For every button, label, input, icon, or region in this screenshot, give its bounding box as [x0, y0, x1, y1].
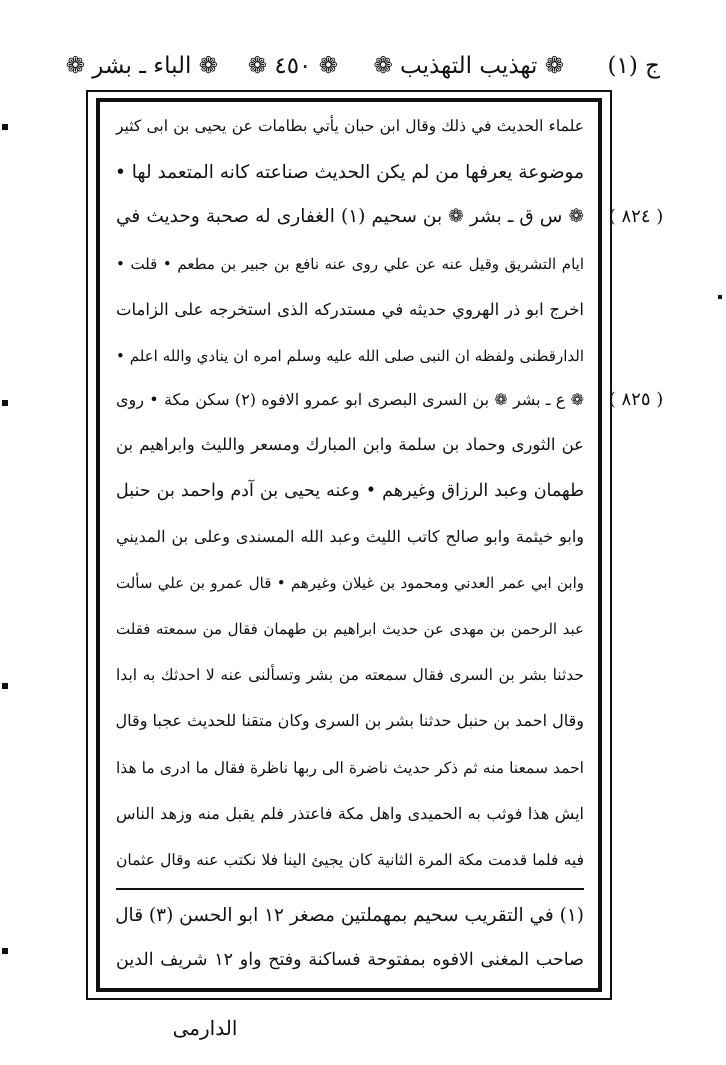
text-line: علماء الحديث في ذلك وقال ابن حبان يأتي بطامات عن يحيى بن ابى كثير: [116, 117, 584, 135]
entry-number-824: ( ٨٢٤ ): [608, 206, 664, 227]
text-line: الدارقطنى ولفظه ان النبى صلى الله عليه وسلم امره ان ينادي والله اعلم •: [116, 347, 584, 365]
text-line: ❁ ع ـ بشر ❁ بن السرى البصرى ابو عمرو الافوه (٢) سكن مكة • روى: [116, 390, 585, 409]
text-line: وابو خيثمة وابو صالح كاتب الليث وعبد الله المسندى وعلى بن المديني: [116, 527, 584, 546]
footnote-line: (١) في التقريب سحيم بمهملتين مصغر ١٢ ابو الحسن (٣) قال: [115, 905, 584, 926]
text-line: ايش هذا فوثب به الحميدى واهل مكة فاعتذر فلم يقبل منه وزهد الناس: [116, 804, 584, 823]
text-line: موضوعة يعرفها من لم يكن الحديث صناعته كانه المتعمد لها •: [115, 162, 584, 183]
page-number: ❁ ٤٥٠ ❁: [247, 53, 338, 79]
entry-number-825: ( ٨٢٥ ): [608, 389, 664, 410]
text-line: طهمان وعبد الرزاق وغيرهم • وعنه يحيى بن آدم واحمد بن حنبل: [116, 481, 584, 501]
text-line: ❁ س ق ـ بشر ❁ بن سحيم (١) الغفارى له صحبة وحديث في: [116, 206, 584, 227]
text-line: حدثنا بشر بن السرى فقال سمعته من بشر وتسألنى عنه لا احدثك به ابدا: [116, 666, 584, 684]
text-line: اخرج ابو ذر الهروي حديثه في مستدركه الذى استخرجه على الزامات: [116, 300, 584, 319]
scan-mark: [2, 400, 8, 406]
scan-mark: [718, 295, 722, 299]
catchword: الدارمى: [172, 1016, 238, 1040]
chapter-label: ❁ الباء ـ بشر ❁: [65, 53, 218, 79]
text-line: عبد الرحمن بن مهدى عن حديث ابراهيم بن طهمان فقال من سمعته فقلت: [116, 620, 584, 638]
scan-mark: [2, 948, 8, 954]
scan-mark: [2, 683, 8, 689]
text-line: ايام التشريق وقيل عنه عن علي روى عنه نافع بن جبير بن مطعم • قلت •: [116, 255, 584, 273]
text-line: احمد سمعنا منه ثم ذكر حديث ناضرة الى ربها ناظرة فقال ما ادرى ما هذا: [116, 759, 584, 777]
text-line: عن الثورى وحماد بن سلمة وابن المبارك ومسعر والليث وابراهيم بن: [116, 435, 584, 454]
text-line: فيه فلما قدمت مكة المرة الثانية كان يجيئ الينا فلا نكتب عنه وقال عثمان: [116, 851, 584, 869]
running-header: [60, 44, 660, 88]
footnote-separator: [116, 888, 584, 890]
book-title: ❁ تهذيب التهذيب ❁: [373, 53, 564, 79]
scan-mark: [2, 124, 8, 130]
footnote-line: صاحب المغنى الافوه بمفتوحة فساكنة وفتح واو ١٢ شريف الدين: [116, 950, 584, 970]
text-line: وقال احمد بن حنبل حدثنا بشر بن السرى وكان متقنا للحديث عجبا وقال: [115, 711, 584, 730]
text-line: وابن ابي عمر العدني ومحمود بن غيلان وغيرهم • قال عمرو بن علي سألت: [116, 574, 584, 592]
volume-label: ج (١): [607, 53, 660, 79]
